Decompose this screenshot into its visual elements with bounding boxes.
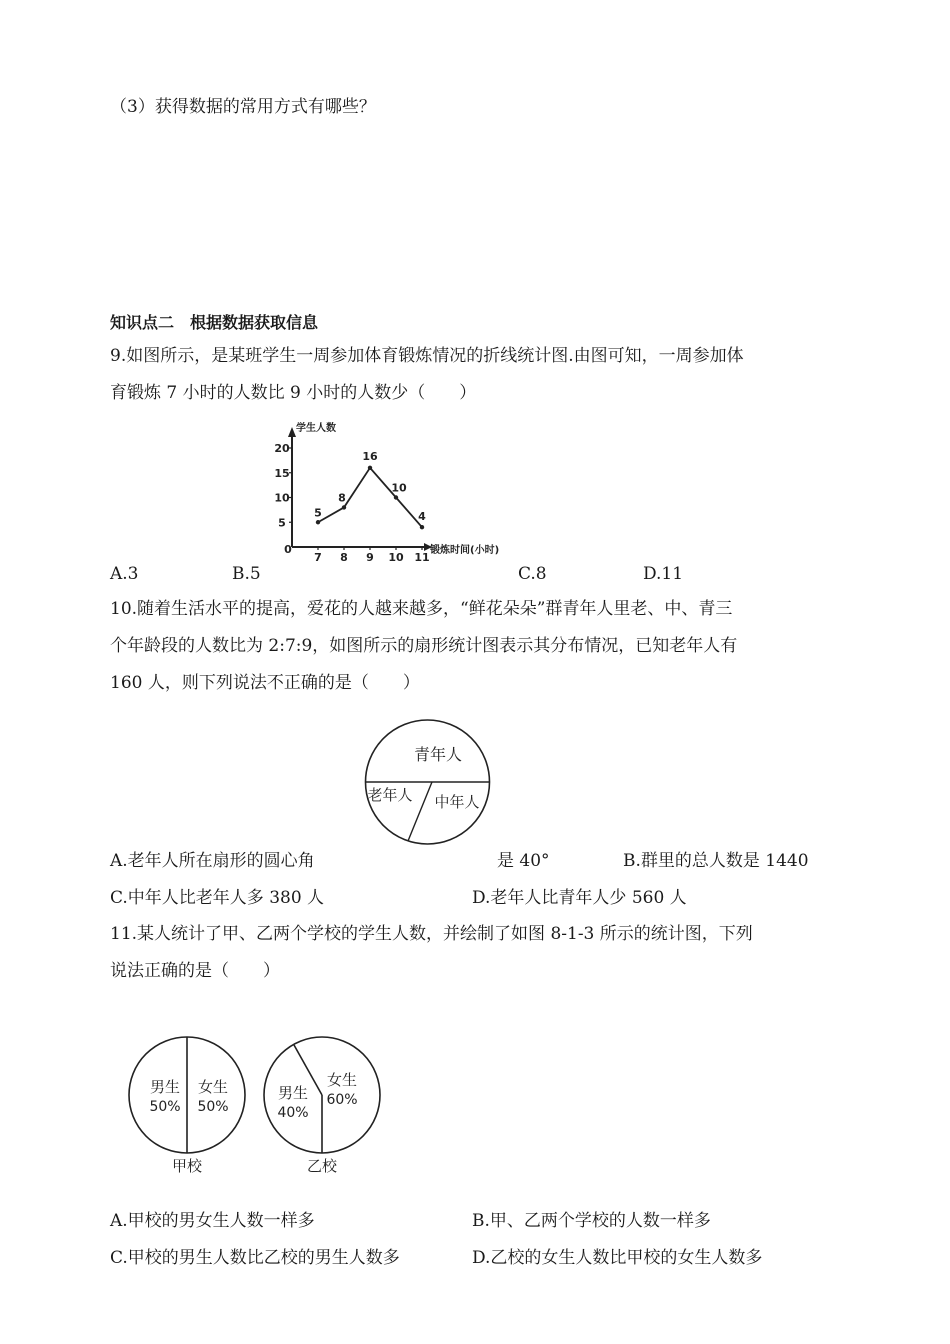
data-point bbox=[316, 520, 320, 524]
q10-option-c: C.中年人比老年人多 380 人 bbox=[110, 888, 325, 908]
data-label: 8 bbox=[338, 491, 346, 505]
y-axis-title: 学生人数 bbox=[296, 423, 336, 434]
school-a-girls-pct: 50% bbox=[197, 1099, 229, 1115]
school-b-girls-label: 女生 bbox=[326, 1071, 358, 1089]
x-tick-label: 7 bbox=[314, 551, 322, 564]
y-tick-label: 10 bbox=[274, 491, 290, 505]
q11-option-c: C.甲校的男生人数比乙校的男生人数多 bbox=[110, 1248, 400, 1268]
y-tick-label: 20 bbox=[274, 442, 290, 455]
question-9-line-1: 9.如图所示，是某班学生一周参加体育锻炼情况的折线统计图.由图可知，一周参加体 bbox=[110, 346, 744, 366]
data-label: 16 bbox=[362, 449, 378, 463]
q11-option-b: B.甲、乙两个学校的人数一样多 bbox=[472, 1211, 711, 1231]
x-tick-label: 10 bbox=[388, 551, 404, 564]
data-point bbox=[420, 525, 424, 529]
y-tick-label: 5 bbox=[278, 516, 286, 530]
q10-option-b: B.群里的总人数是 1440 bbox=[623, 851, 809, 871]
series-line bbox=[318, 468, 422, 527]
data-label: 4 bbox=[418, 510, 426, 524]
school-a-name: 甲校 bbox=[171, 1157, 203, 1175]
school-a-boys-label: 男生 bbox=[149, 1078, 181, 1096]
data-point bbox=[342, 505, 346, 509]
question-10-line-1: 10.随着生活水平的提高，爱花的人越来越多，“鲜花朵朵”群青年人里老、中、青三 bbox=[110, 599, 733, 619]
x-axis-title: 锻炼时间(小时) bbox=[430, 545, 500, 556]
q10-option-d: D.老年人比青年人少 560 人 bbox=[472, 888, 687, 908]
q11-option-a: A.甲校的男女生人数一样多 bbox=[110, 1211, 315, 1231]
school-b-girls-pct: 60% bbox=[326, 1092, 358, 1108]
section-title: 知识点二 根据数据获取信息 bbox=[110, 313, 319, 332]
age-pie-chart bbox=[360, 720, 495, 845]
y-tick-label: 15 bbox=[274, 466, 290, 480]
x-tick-label: 9 bbox=[366, 551, 374, 564]
pie-label-young: 青年人 bbox=[413, 745, 463, 764]
question-3-prompt: （3）获得数据的常用方式有哪些？ bbox=[110, 97, 376, 117]
data-label: 10 bbox=[391, 481, 407, 495]
q9-option-b: B.5 bbox=[232, 564, 261, 584]
q10-option-a: A.老年人所在扇形的圆心角 bbox=[110, 851, 315, 871]
school-b-name: 乙校 bbox=[306, 1157, 338, 1175]
school-b-boys-pct: 40% bbox=[277, 1105, 309, 1121]
line-chart bbox=[260, 415, 520, 565]
data-point bbox=[394, 495, 398, 499]
pie-label-old: 老年人 bbox=[367, 786, 413, 804]
q11-option-d: D.乙校的女生人数比甲校的女生人数多 bbox=[472, 1248, 763, 1268]
question-10-line-3: 160 人，则下列说法不正确的是（ ） bbox=[110, 673, 420, 693]
data-label: 5 bbox=[314, 506, 322, 520]
x-tick-label: 8 bbox=[340, 551, 348, 564]
school-b-pie-chart bbox=[262, 1035, 387, 1180]
data-point bbox=[368, 466, 372, 470]
origin-label: 0 bbox=[284, 543, 292, 556]
school-a-girls-label: 女生 bbox=[197, 1078, 229, 1096]
school-a-pie-chart bbox=[128, 1035, 248, 1180]
school-b-boys-label: 男生 bbox=[277, 1084, 309, 1102]
question-10-line-2: 个年龄段的人数比为 2:7:9，如图所示的扇形统计图表示其分布情况，已知老年人有 bbox=[110, 636, 738, 656]
q10-option-a-value: 是 40° bbox=[497, 851, 550, 871]
q9-option-a: A.3 bbox=[110, 564, 139, 584]
question-11-line-2: 说法正确的是（ ） bbox=[110, 961, 280, 981]
question-11-line-1: 11.某人统计了甲、乙两个学校的学生人数，并绘制了如图 8-1-3 所示的统计图，下列 bbox=[110, 924, 753, 944]
pie-label-middle: 中年人 bbox=[434, 793, 480, 811]
y-axis-arrow bbox=[288, 427, 296, 437]
question-9-line-2: 育锻炼 7 小时的人数比 9 小时的人数少（ ） bbox=[110, 383, 477, 403]
q9-option-c: C.8 bbox=[518, 564, 547, 584]
q9-option-d: D.11 bbox=[643, 564, 684, 584]
x-tick-label: 11 bbox=[414, 551, 430, 564]
school-a-boys-pct: 50% bbox=[149, 1099, 181, 1115]
